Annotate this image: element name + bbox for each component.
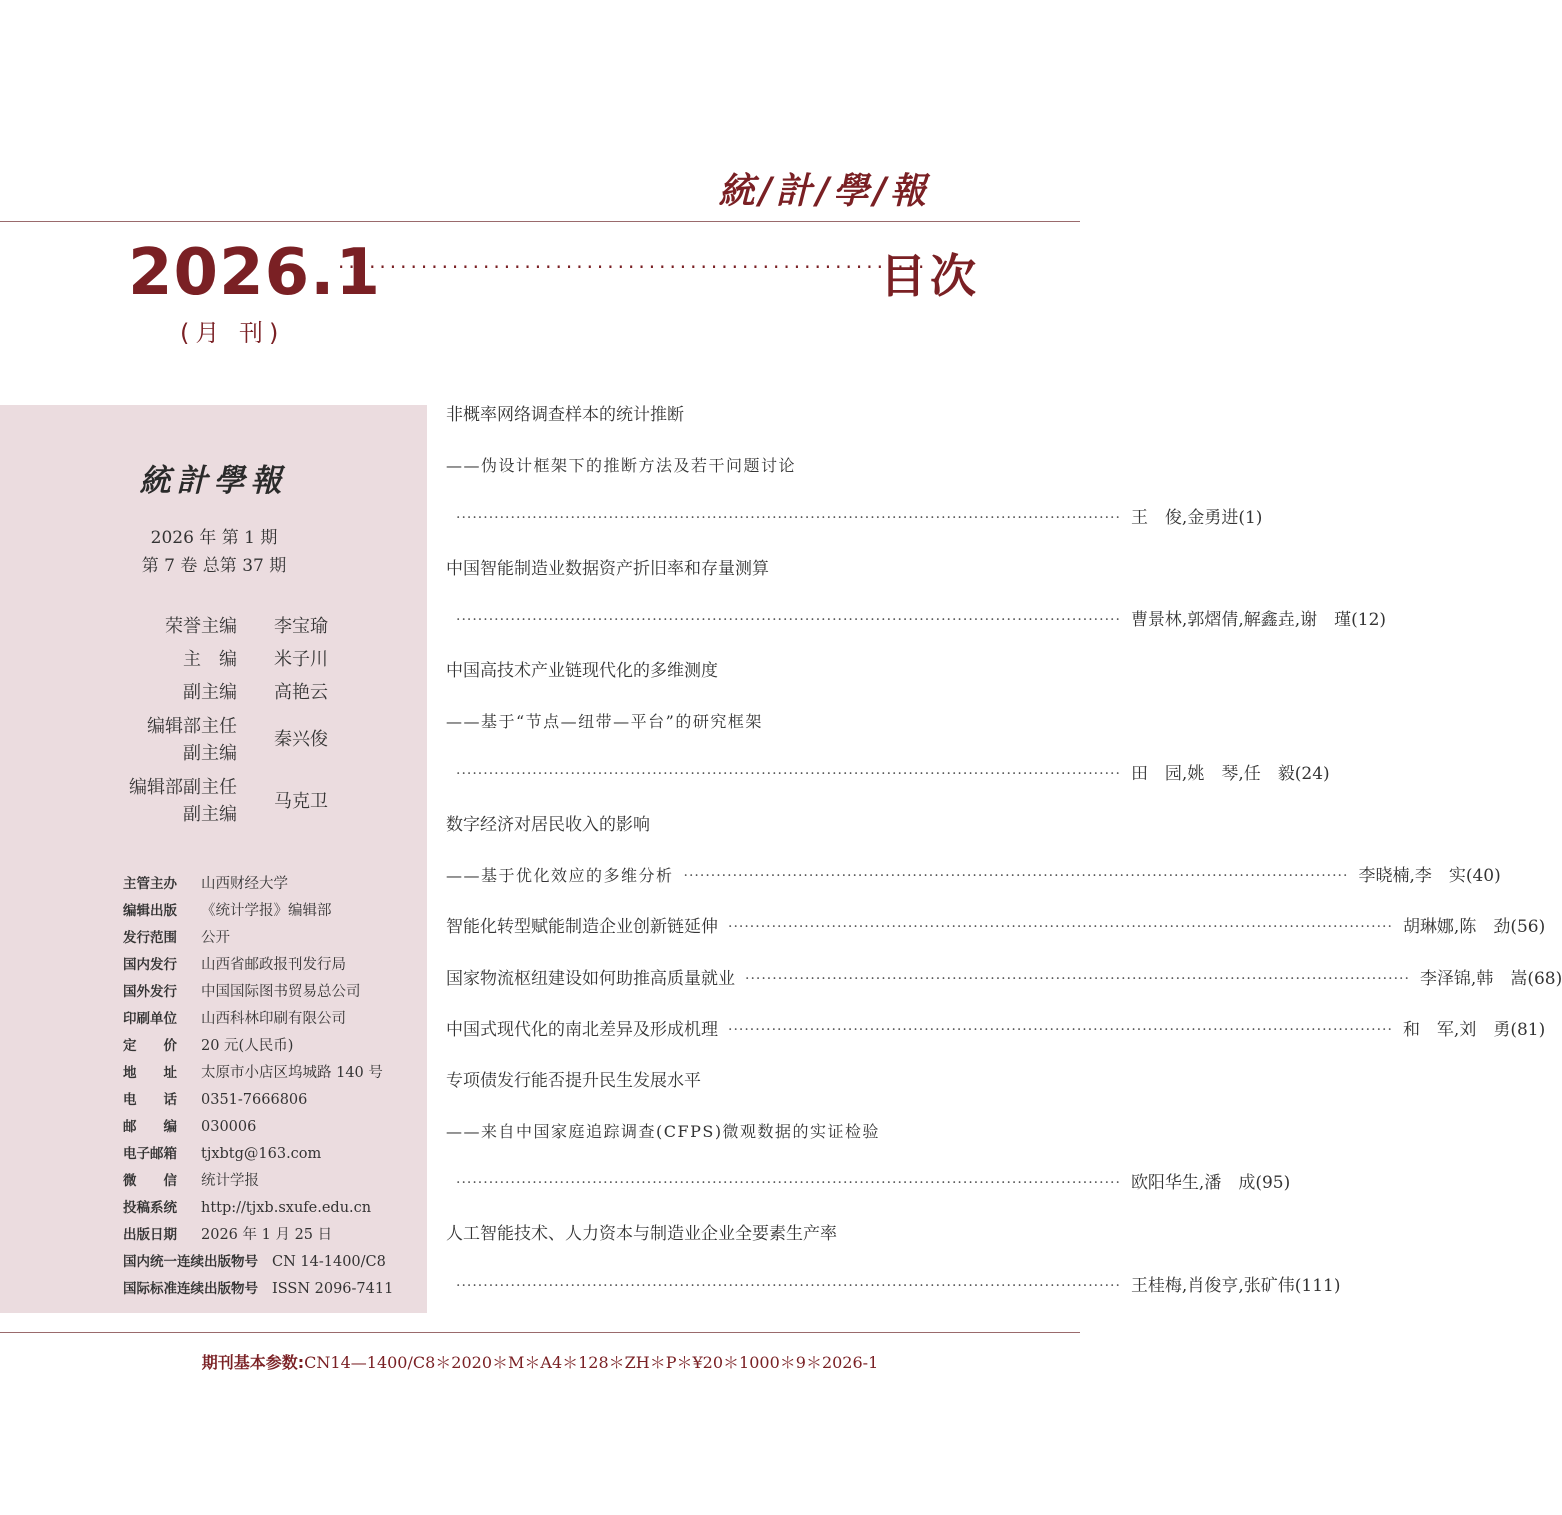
info-value: 公开 (201, 930, 230, 946)
dot-leader (456, 1172, 1121, 1194)
info-row (123, 1115, 256, 1135)
toc-entry-row[interactable] (446, 916, 1546, 938)
issue-line-1: 2026 年 第 1 期 (150, 528, 278, 548)
info-row (123, 980, 361, 1001)
article-subtitle: ——基于优化效应的多维分析 (446, 866, 674, 885)
article-authors: 曹景林,郭熠倩,解鑫垚,谢 瑾(12) (1130, 610, 1387, 630)
issue-line-2: 第 7 卷 总第 37 期 (141, 556, 287, 576)
article-authors: 田 园,姚 琴,任 毅(24) (1130, 764, 1330, 784)
article-subtitle: ——伪设计框架下的推断方法及若干问题讨论 (446, 456, 797, 475)
editor-label: 主 编 (183, 649, 237, 670)
masthead-title: 統計學報 (139, 463, 288, 499)
toc-entry-row (446, 763, 1330, 785)
info-value: tjxbtg@163.com (201, 1146, 322, 1162)
article-title[interactable]: 智能化转型赋能制造企业创新链延伸 (446, 917, 718, 937)
article-authors: 王桂梅,肖俊亨,张矿伟(111) (1130, 1276, 1341, 1296)
info-row (123, 872, 288, 893)
article-authors: 欧阳华生,潘 成(95) (1130, 1173, 1291, 1193)
info-label: 发行范围 (123, 930, 177, 946)
editor-label: 副主编 (183, 682, 237, 703)
toc-entry-row (446, 609, 1387, 631)
toc-entry-row (446, 1275, 1341, 1297)
info-value: 2026 年 1 月 25 日 (201, 1227, 333, 1243)
info-label: 定 价 (123, 1038, 177, 1054)
article-title[interactable]: 专项债发行能否提升民生发展水平 (446, 1071, 701, 1091)
info-label: 国内统一连续出版物号 (123, 1254, 258, 1270)
info-value: 太原市小店区坞城路 140 号 (201, 1065, 383, 1081)
dot-leader (728, 1019, 1393, 1041)
info-row (123, 1250, 386, 1270)
article-title[interactable]: 人工智能技术、人力资本与制造业企业全要素生产率 (446, 1224, 837, 1244)
article-title[interactable]: 非概率网络调查样本的统计推断 (446, 405, 684, 425)
info-value: 0351-7666806 (201, 1092, 308, 1108)
publication-frequency: (月 刊) (180, 319, 285, 347)
info-row (123, 1196, 371, 1216)
info-label: 国际标准连续出版物号 (123, 1281, 258, 1297)
toc-entry-row[interactable] (446, 1019, 1546, 1041)
dot-leader (456, 609, 1121, 631)
info-label: 主管主办 (123, 876, 177, 892)
editor-label: 荣誉主编 (165, 616, 237, 637)
info-label: 国外发行 (123, 984, 177, 1000)
toc-entry-row[interactable] (446, 968, 1562, 990)
article-title[interactable]: 中国智能制造业数据资产折旧率和存量测算 (446, 559, 769, 579)
parameters-label: 期刊基本参数: (201, 1353, 305, 1372)
article-authors: 王 俊,金勇进(1) (1130, 508, 1263, 528)
toc-heading: 目次 (880, 249, 980, 303)
dot-leader (728, 916, 1393, 938)
toc-entry-row (446, 507, 1263, 529)
editor-name: 马克卫 (274, 791, 328, 812)
info-label: 国内发行 (123, 957, 177, 973)
info-label: 电子邮箱 (123, 1146, 177, 1162)
toc-entry-row (446, 1172, 1291, 1194)
info-row (123, 1007, 346, 1028)
footer-rule (0, 1332, 1080, 1333)
info-row (123, 1061, 383, 1082)
editor-label: 编辑部主任 (147, 716, 237, 737)
dot-leader (745, 968, 1410, 990)
info-value: 山西科林印刷有限公司 (201, 1011, 346, 1027)
editor-label: 编辑部副主任 (129, 777, 237, 798)
article-title[interactable]: 中国式现代化的南北差异及形成机理 (446, 1020, 718, 1040)
info-value: 统计学报 (201, 1173, 259, 1189)
info-label: 微 信 (123, 1173, 177, 1189)
article-authors: 李泽锦,韩 嵩(68) (1419, 969, 1562, 989)
editor-name: 米子川 (274, 649, 328, 670)
article-title[interactable]: 数字经济对居民收入的影响 (446, 815, 650, 835)
info-row (123, 1223, 332, 1244)
info-value: 山西省邮政报刊发行局 (201, 957, 346, 973)
info-value: 20 元(人民币) (201, 1038, 294, 1054)
info-value: ISSN 2096-7411 (272, 1281, 394, 1297)
article-title[interactable]: 中国高技术产业链现代化的多维测度 (446, 661, 718, 681)
info-label: 编辑出版 (123, 903, 177, 919)
info-label: 电 话 (123, 1092, 177, 1108)
parameters-value: CN14—1400/C8＊2020＊M＊A4＊128＊ZH＊P＊¥20＊1000＊9＊2026-1 (304, 1353, 879, 1372)
info-row (123, 1169, 259, 1190)
dot-leader (456, 763, 1121, 785)
info-row (123, 1034, 293, 1055)
article-authors: 和 军,刘 勇(81) (1402, 1020, 1546, 1040)
header-dot-leader: ························································· (338, 255, 929, 279)
dot-leader (456, 507, 1121, 529)
editor-name: 高艳云 (274, 682, 328, 703)
editor-name: 李宝瑜 (274, 616, 328, 637)
editor-name: 秦兴俊 (274, 729, 328, 750)
info-row (123, 1277, 393, 1297)
info-label: 地 址 (123, 1065, 177, 1081)
article-title[interactable]: 国家物流枢纽建设如何助推高质量就业 (446, 969, 735, 989)
info-label: 出版日期 (123, 1227, 177, 1243)
info-row (123, 1142, 321, 1162)
info-value: http://tjxb.sxufe.edu.cn (201, 1200, 372, 1216)
article-subtitle: ——来自中国家庭追踪调查(CFPS)微观数据的实证检验 (446, 1122, 881, 1141)
info-row (123, 926, 230, 947)
article-subtitle: ——基于“节点—纽带—平台”的研究框架 (446, 712, 763, 731)
article-authors: 李晓楠,李 实(40) (1358, 866, 1501, 886)
header-rule (0, 221, 1080, 222)
info-label: 印刷单位 (123, 1011, 177, 1027)
info-value: CN 14-1400/C8 (272, 1254, 386, 1270)
info-row (123, 953, 346, 974)
info-row (123, 1088, 307, 1108)
article-authors: 胡琳娜,陈 劲(56) (1402, 917, 1546, 937)
info-value: 山西财经大学 (201, 876, 288, 892)
issue-number: 2026.1 (128, 236, 381, 310)
journal-parameters (0, 1350, 1080, 1373)
journal-brand-logo: 統/計/學/報 (718, 170, 930, 212)
editor-label: 副主编 (183, 804, 237, 825)
info-value: 《统计学报》编辑部 (201, 903, 332, 919)
dot-leader (684, 865, 1349, 887)
info-row (123, 899, 332, 920)
info-label: 邮 编 (123, 1119, 177, 1135)
dot-leader (456, 1275, 1121, 1297)
toc-entry-row (446, 865, 1501, 887)
info-value: 030006 (201, 1119, 257, 1135)
info-value: 中国国际图书贸易总公司 (201, 984, 361, 1000)
editor-label: 副主编 (183, 743, 237, 764)
info-label: 投稿系统 (123, 1200, 177, 1216)
